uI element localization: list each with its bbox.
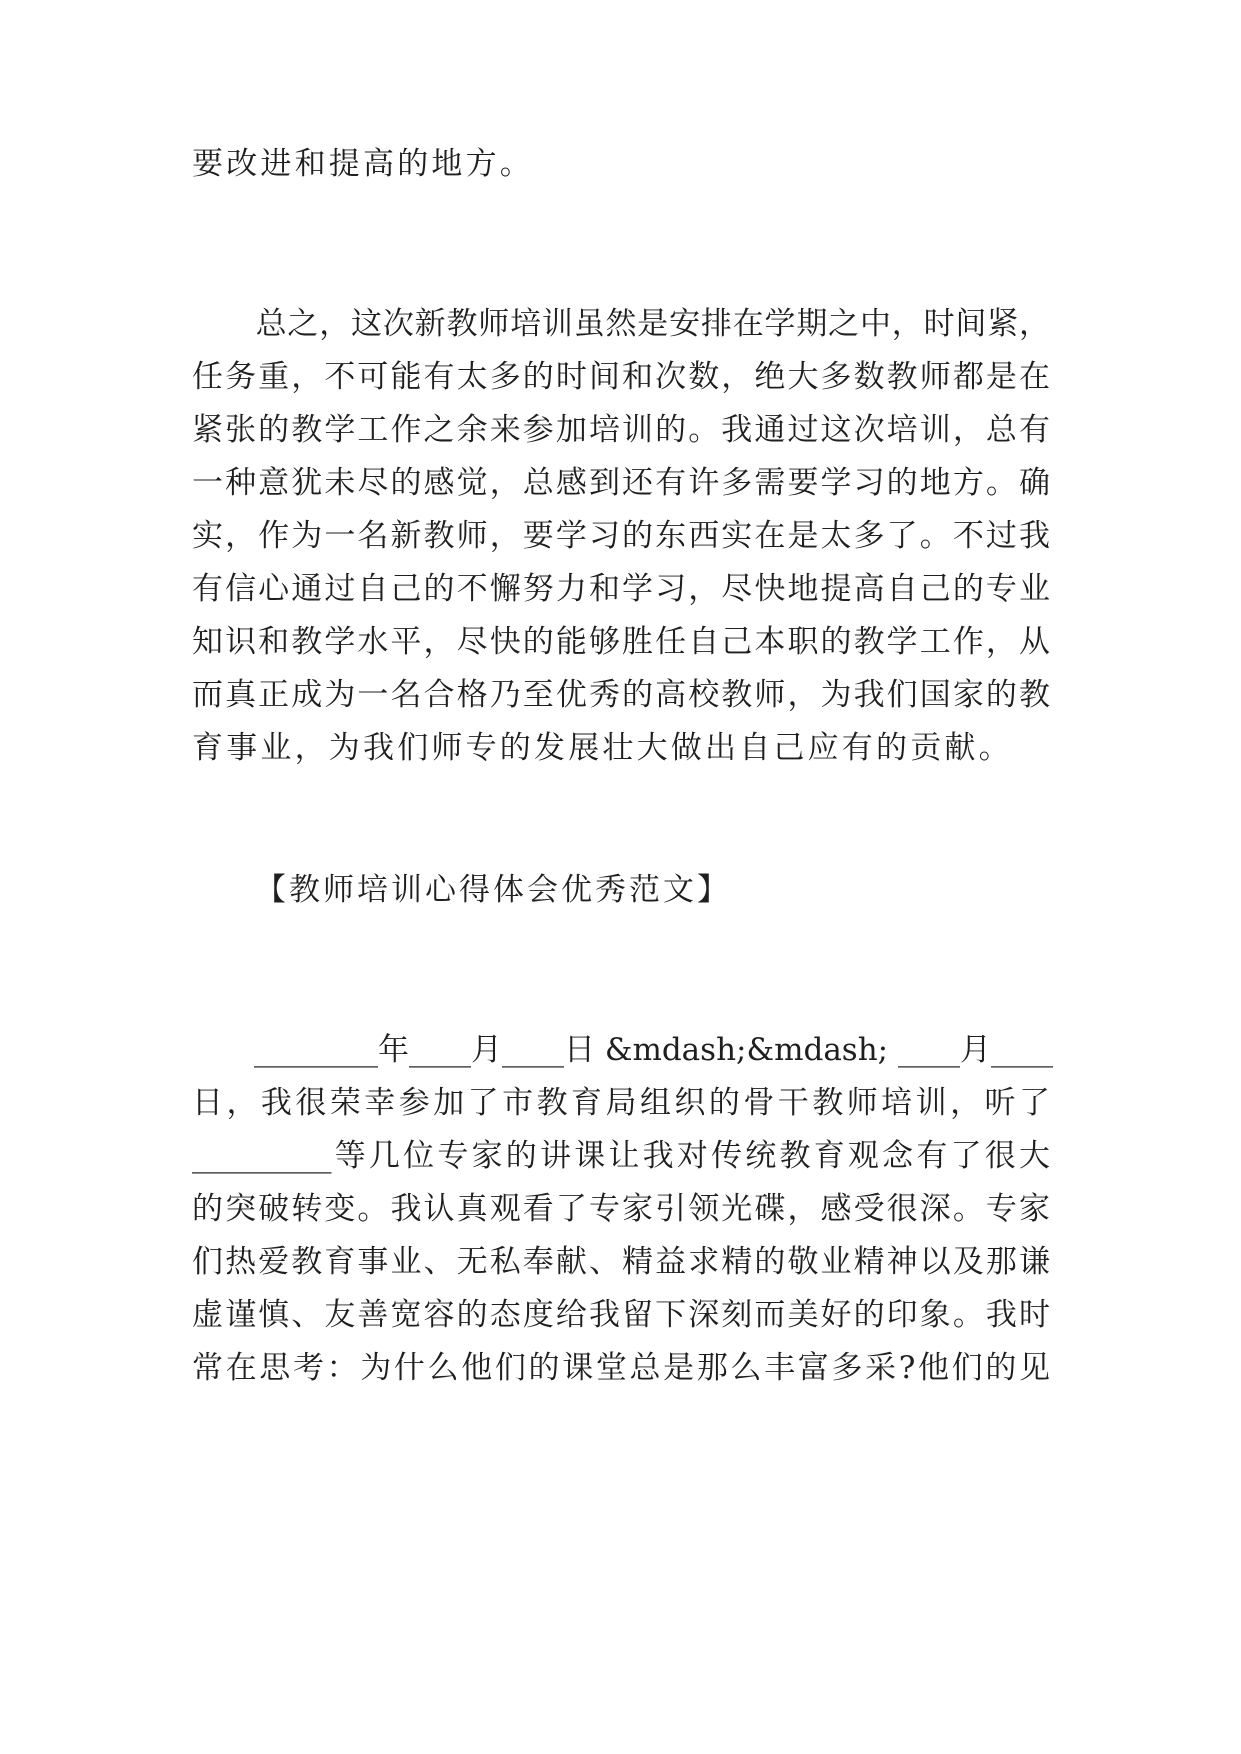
text-line: 任务重，不可能有太多的时间和次数，绝大多数教师都是在 bbox=[192, 359, 1050, 395]
text-line: 实，作为一名新教师，要学习的东西实在是太多了。不过我 bbox=[192, 518, 1050, 554]
text-line: 知识和教学水平，尽快的能够胜任自己本职的教学工作，从 bbox=[192, 624, 1050, 660]
text-line: 育事业，为我们师专的发展壮大做出自己应有的贡献。 bbox=[192, 730, 1013, 766]
section-heading: 【教师培训心得体会优秀范文】 bbox=[255, 872, 731, 908]
text-line: 紧张的教学工作之余来参加培训的。我通过这次培训，总有 bbox=[192, 412, 1050, 448]
text-line: 要改进和提高的地方。 bbox=[192, 146, 534, 182]
text-line: 们热爱教育事业、无私奉献、精益求精的敬业精神以及那谦 bbox=[192, 1244, 1050, 1280]
text-line: ________年____月____日 &mdash;&mdash; ____月____ bbox=[192, 1032, 1053, 1068]
text-line: 一种意犹未尽的感觉，总感到还有许多需要学习的地方。确 bbox=[192, 465, 1050, 501]
text-line: _________等几位专家的讲课让我对传统教育观念有了很大 bbox=[192, 1138, 1050, 1174]
text-line: 日，我很荣幸参加了市教育局组织的骨干教师培训，听了 bbox=[192, 1085, 1050, 1121]
text-line: 而真正成为一名合格乃至优秀的高校教师，为我们国家的教 bbox=[192, 677, 1050, 713]
text-line: 常在思考：为什么他们的课堂总是那么丰富多采?他们的见 bbox=[192, 1350, 1050, 1386]
text-line: 有信心通过自己的不懈努力和学习，尽快地提高自己的专业 bbox=[192, 571, 1050, 607]
text-line: 的突破转变。我认真观看了专家引领光碟，感受很深。专家 bbox=[192, 1191, 1050, 1227]
text-line: 虚谨慎、友善宽容的态度给我留下深刻而美好的印象。我时 bbox=[192, 1297, 1050, 1333]
text-line: 总之，这次新教师培训虽然是安排在学期之中，时间紧， bbox=[192, 306, 1050, 342]
